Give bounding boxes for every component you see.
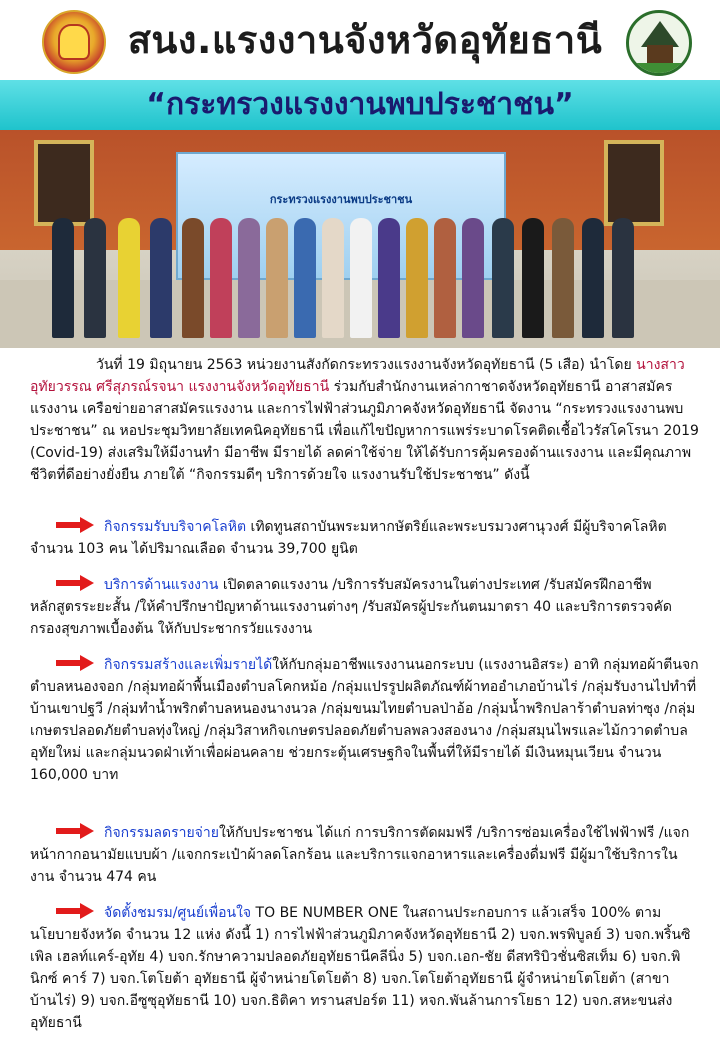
item-text: ให้กับประชาชน ได้แก่ การบริการตัดผมฟรี /บริการซ่อมเครื่องใช้ไฟฟ้าฟรี /แจกหน้ากากอนามัยแบบผ้า /แจกกระเป๋าผ้าลดโลกร้อน และบริการแจกอาหารและเครื่องดื่มฟรี มีผู้มาใช้บริการในงาน จำนวน 474 คน [30, 825, 690, 885]
person [266, 218, 288, 338]
person [182, 218, 204, 338]
arrow-right-icon [56, 517, 96, 533]
intro-paragraph [30, 354, 700, 486]
person [118, 218, 140, 338]
royal-portrait-left [34, 140, 94, 226]
arrow-right-icon [56, 903, 96, 919]
person [522, 218, 544, 338]
person [210, 218, 232, 338]
royal-portrait-right [604, 140, 664, 226]
item-text: เปิดตลาดแรงงาน /บริการรับสมัครงานในต่างประเทศ /รับสมัครฝึกอาชีพหลักสูตรระยะสั้น /ให้คำปรึกษาปัญหาด้านแรงงานต่างๆ /รับสมัครผู้ประกันตนมาตรา 40 และบริการตรวจคัดกรองสุขภาพเบื้องต้น ให้กับประชากรวัยแรงงาน [30, 577, 672, 637]
person [406, 218, 428, 338]
item-heading: กิจกรรมสร้างและเพิ่มรายได้ [104, 657, 273, 673]
person [492, 218, 514, 338]
intro-highlight: นางสาวอุทัยวรรณ ศรีสุภรณ์รจนา แรงงานจังหวัดอุทัยธานี [30, 357, 685, 395]
person [238, 218, 260, 338]
person [294, 218, 316, 338]
backdrop-caption: กระทรวงแรงงานพบประชาชน [269, 193, 413, 206]
person [582, 218, 604, 338]
person [350, 218, 372, 338]
person [150, 218, 172, 338]
person [52, 218, 74, 338]
list-item [30, 822, 700, 888]
list-item [30, 902, 700, 1034]
title-banner [0, 80, 720, 130]
arrow-right-icon [56, 575, 96, 591]
person [322, 218, 344, 338]
item-text: ให้กับกลุ่มอาชีพแรงงานนอกระบบ (แรงงานอิสระ) อาทิ กลุ่มทอผ้าตีนจกตำบลหนองจอก /กลุ่มทอผ้าพื้นเมืองตำบลโคกหม้อ /กลุ่มแปรรูปผลิตภัณฑ์ผ้าทออำเภอบ้านไร่ /กลุ่มรับงานไปทำที่บ้านเขาปฐวี /กลุ่มทำน้ำพริกตำบลหนองนางนวล /กลุ่มขนมไทยตำบลป่าอ้อ /กลุ่มน้ำพริกปลาร้าตำบลท่าซุง /กลุ่มเกษตรปลอดภัยตำบลทุ่งใหญ่ /กลุ่มวิสาหกิจเกษตรปลอดภัยตำบลพลวงสองนาง /กลุ่มสมุนไพรและไม้กวาดตำบลอุทัยใหม่ และกลุ่มนวดฝ่าเท้าเพื่อผ่อนคลาย ช่วยกระตุ้นเศรษฐกิจในพื้นที่ให้มีรายได้ มีเงินหมุนเวียน จำนวน 160,000 บาท [30, 657, 699, 783]
person [612, 218, 634, 338]
item-text: เทิดทูนสถาบันพระมหากษัตริย์และพระบรมวงศานุวงศ์ มีผู้บริจาคโลหิต จำนวน 103 คน ได้ปริมาณเลือด จำนวน 39,700 ยูนิต [30, 519, 667, 557]
person [378, 218, 400, 338]
header [0, 0, 720, 80]
ministry-of-labour-logo [42, 10, 106, 74]
province-seal-logo [626, 10, 692, 76]
item-heading: บริการด้านแรงงาน [104, 577, 219, 593]
list-item [30, 574, 700, 640]
banner-title: “กระทรวงแรงงานพบประชาชน” [146, 87, 574, 122]
intro-text-1: วันที่ 19 มิถุนายน 2563 หน่วยงานสังกัดกระทรวงแรงงานจังหวัดอุทัยธานี (5 เสือ) นำโดย [96, 357, 637, 373]
item-heading: จัดตั้งชมรม/ศูนย์เพื่อนใจ [104, 905, 252, 921]
list-item [30, 654, 700, 786]
arrow-right-icon [56, 823, 96, 839]
person [84, 218, 106, 338]
person [434, 218, 456, 338]
item-heading: กิจกรรมลดรายจ่าย [104, 825, 219, 841]
intro-text-2: ร่วมกับสำนักงานเหล่ากาชาดจังหวัดอุทัยธานี อาสาสมัครแรงงาน เครือข่ายอาสาสมัครแรงงาน และการไฟฟ้าส่วนภูมิภาคจังหวัดอุทัยธานี จัดงาน “กระทรวงแรงงานพบประชาชน” ณ หอประชุมวิทยาลัยเทคนิคอุทัยธานี เพื่อแก้ไขปัญหาการแพร่ระบาดโรคติดเชื้อไวรัสโคโรนา 2019 (Covid-19) ส่งเสริมให้มีงานทำ มีอาชีพ มีรายได้ ลดค่าใช้จ่าย ให้ได้รับการคุ้มครองด้านแรงงาน และมีคุณภาพชีวิตที่ดีอย่างยั่งยืน ภายใต้ “กิจกรรมดีๆ บริการด้วยใจ แรงงานรับใช้ประชาชน” ดังนี้ [30, 379, 699, 483]
arrow-right-icon [56, 655, 96, 671]
person [552, 218, 574, 338]
page-title: สนง.แรงงานจังหวัดอุทัยธานี [127, 18, 603, 62]
item-heading: กิจกรรมรับบริจาคโลหิต [104, 519, 247, 535]
event-group-photo [0, 130, 720, 348]
item-text: TO BE NUMBER ONE ในสถานประกอบการ แล้วเสร็จ 100% ตามนโยบายจังหวัด จำนวน 12 แห่ง ดังนี้ 1) การไฟฟ้าส่วนภูมิภาคจังหวัดอุทัยธานี 2) บจก.พรพิบูลย์ 3) บจก.พริ้นซิเพิล เฮลท์แคร์-อุทัย 4) บจก.รักษาความปลอดภัยอุทัยธานีคลีนิ่ง 5) บจก.เอก-ชัย ดีสทริบิวชั่นซิสเท็ม 6) บจก.พินิกซ์ คาร์ 7) บจก.โตโยต้า อุทัยธานี ผู้จำหน่ายโตโยต้า 8) บจก.โตโยต้าอุทัยธานี ผู้จำหน่ายโตโยต้า (สาขาบ้านไร่) 9) บจก.อีซูซุอุทัยธานี 10) บจก.ธิติคา ทรานสปอร์ต 11) หจก.พันล้านการโยธา 12) บจก.สหะขนส่งอุทัยธานี [30, 905, 691, 1031]
list-item [30, 516, 700, 560]
person [462, 218, 484, 338]
